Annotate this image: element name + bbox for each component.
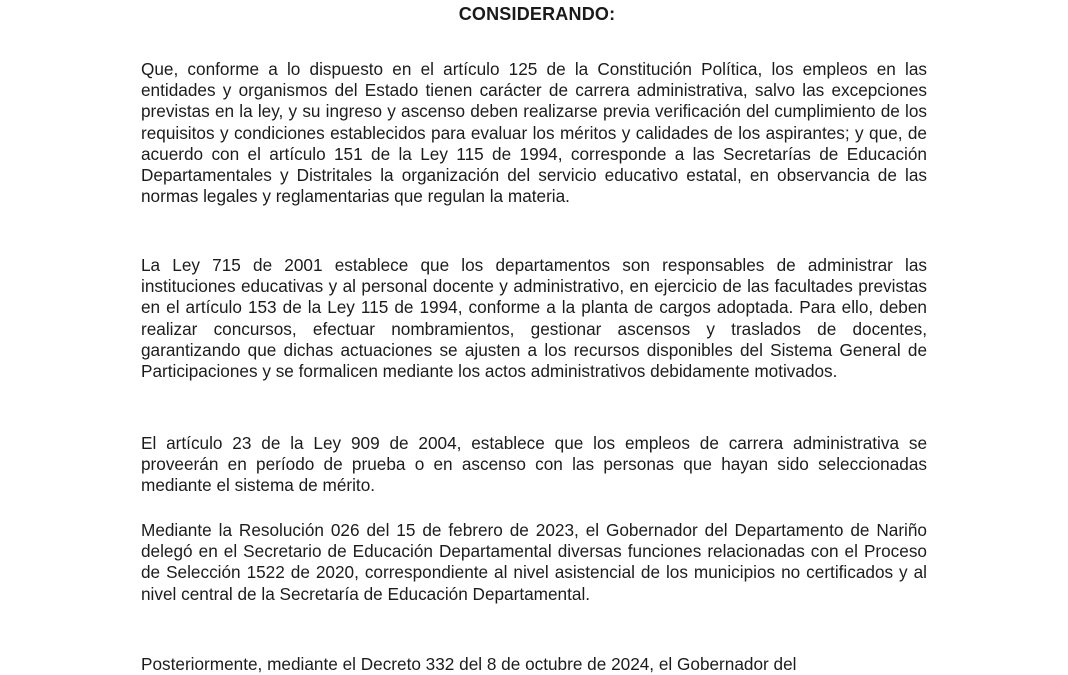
paragraph: Mediante la Resolución 026 del 15 de febrero de 2023, el Gobernador del Departamento de Nariño delegó en el Secretario de Educación Departamental diversas funciones relacionadas con el Proceso de Selección 1522 de 2020, correspondiente al nivel asistencial de los municipios no certificados y al nivel central de la Secretaría de Educación Departamental. [141,520,927,604]
paragraph: Posteriormente, mediante el Decreto 332 del 8 de octubre de 2024, el Gobernador del [141,654,797,674]
document-heading: CONSIDERANDO: [458,4,616,24]
paragraph: Que, conforme a lo dispuesto en el artículo 125 de la Constitución Política, los empleos en las entidades y organismos del Estado tienen carácter de carrera administrativa, salvo las excepciones previstas en la ley, y su ingreso y ascenso deben realizarse previa verificación del cumplimiento de los requisitos y condiciones establecidos para evaluar los méritos y calidades de los aspirantes; y que, de acuerdo con el artículo 151 de la Ley 115 de 1994, corresponde a las Secretarías de Educación Departamentales y Distritales la organización del servicio educativo estatal, en observancia de las normas legales y reglamentarias que regulan la materia. [141,59,927,207]
paragraph: El artículo 23 de la Ley 909 de 2004, establece que los empleos de carrera administrativa se proveerán en período de prueba o en ascenso con las personas que hayan sido seleccionadas mediante el sistema de mérito. [141,433,927,496]
paragraph: La Ley 715 de 2001 establece que los departamentos son responsables de administrar las instituciones educativas y al personal docente y administrativo, en ejercicio de las facultades previstas en el artículo 153 de la Ley 115 de 1994, conforme a la planta de cargos adoptada. Para ello, deben realizar concursos, efectuar nombramientos, gestionar ascensos y traslados de docentes, garantizando que dichas actuaciones se ajusten a los recursos disponibles del Sistema General de Participaciones y se formalicen mediante los actos administrativos debidamente motivados. [141,255,927,382]
